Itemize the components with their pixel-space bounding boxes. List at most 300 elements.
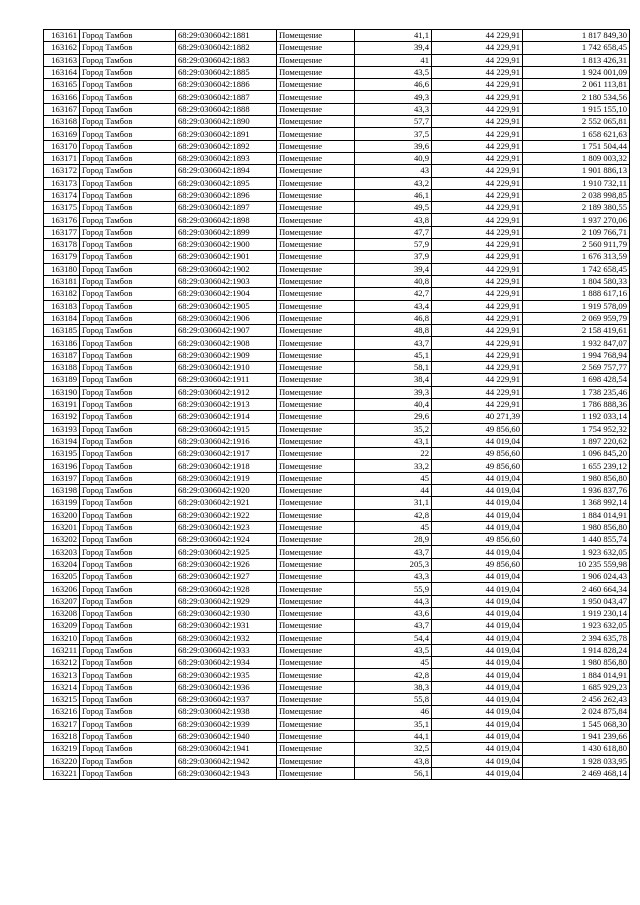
row-number-cell: 163190 bbox=[44, 386, 80, 398]
cadastral-value-cell: 1 096 845,20 bbox=[523, 448, 630, 460]
row-number-cell: 163175 bbox=[44, 202, 80, 214]
row-number-cell: 163184 bbox=[44, 312, 80, 324]
area-cell: 45,1 bbox=[355, 349, 432, 361]
cadastral-value-cell: 2 569 757,77 bbox=[523, 362, 630, 374]
city-cell: Город Тамбов bbox=[80, 116, 176, 128]
city-cell: Город Тамбов bbox=[80, 657, 176, 669]
table-row bbox=[44, 251, 630, 263]
unit-value-cell: 44 019,04 bbox=[432, 595, 523, 607]
city-cell: Город Тамбов bbox=[80, 583, 176, 595]
object-type-cell: Помещение bbox=[277, 189, 355, 201]
city-cell: Город Тамбов bbox=[80, 694, 176, 706]
city-cell: Город Тамбов bbox=[80, 558, 176, 570]
unit-value-cell: 44 229,91 bbox=[432, 239, 523, 251]
cadastral-value-cell: 1 884 014,91 bbox=[523, 509, 630, 521]
row-number-cell: 163169 bbox=[44, 128, 80, 140]
cadastral-number-cell: 68:29:0306042:1929 bbox=[176, 595, 277, 607]
row-number-cell: 163211 bbox=[44, 644, 80, 656]
table-row bbox=[44, 558, 630, 570]
row-number-cell: 163217 bbox=[44, 718, 80, 730]
row-number-cell: 163177 bbox=[44, 226, 80, 238]
row-number-cell: 163174 bbox=[44, 189, 80, 201]
city-cell: Город Тамбов bbox=[80, 349, 176, 361]
cadastral-number-cell: 68:29:0306042:1915 bbox=[176, 423, 277, 435]
cadastral-value-cell: 1 919 230,14 bbox=[523, 607, 630, 619]
row-number-cell: 163218 bbox=[44, 730, 80, 742]
cadastral-number-cell: 68:29:0306042:1937 bbox=[176, 694, 277, 706]
area-cell: 49,3 bbox=[355, 91, 432, 103]
cadastral-value-cell: 1 813 426,31 bbox=[523, 54, 630, 66]
cadastral-value-cell: 1 928 033,95 bbox=[523, 755, 630, 767]
city-cell: Город Тамбов bbox=[80, 214, 176, 226]
cadastral-value-cell: 1 980 856,80 bbox=[523, 657, 630, 669]
unit-value-cell: 44 229,91 bbox=[432, 79, 523, 91]
row-number-cell: 163214 bbox=[44, 681, 80, 693]
object-type-cell: Помещение bbox=[277, 632, 355, 644]
city-cell: Город Тамбов bbox=[80, 202, 176, 214]
table-row bbox=[44, 595, 630, 607]
table-row bbox=[44, 730, 630, 742]
object-type-cell: Помещение bbox=[277, 54, 355, 66]
unit-value-cell: 44 019,04 bbox=[432, 607, 523, 619]
city-cell: Город Тамбов bbox=[80, 743, 176, 755]
row-number-cell: 163170 bbox=[44, 140, 80, 152]
object-type-cell: Помещение bbox=[277, 42, 355, 54]
table-row bbox=[44, 767, 630, 779]
table-row bbox=[44, 374, 630, 386]
table-row bbox=[44, 325, 630, 337]
object-type-cell: Помещение bbox=[277, 398, 355, 410]
cadastral-value-cell: 2 024 875,84 bbox=[523, 706, 630, 718]
table-row bbox=[44, 288, 630, 300]
city-cell: Город Тамбов bbox=[80, 706, 176, 718]
area-cell: 57,7 bbox=[355, 116, 432, 128]
table-row bbox=[44, 275, 630, 287]
city-cell: Город Тамбов bbox=[80, 152, 176, 164]
table-row bbox=[44, 448, 630, 460]
row-number-cell: 163179 bbox=[44, 251, 80, 263]
area-cell: 46 bbox=[355, 706, 432, 718]
object-type-cell: Помещение bbox=[277, 730, 355, 742]
object-type-cell: Помещение bbox=[277, 521, 355, 533]
table-row bbox=[44, 202, 630, 214]
object-type-cell: Помещение bbox=[277, 694, 355, 706]
cadastral-value-cell: 2 069 959,79 bbox=[523, 312, 630, 324]
city-cell: Город Тамбов bbox=[80, 620, 176, 632]
object-type-cell: Помещение bbox=[277, 66, 355, 78]
row-number-cell: 163165 bbox=[44, 79, 80, 91]
cadastral-number-cell: 68:29:0306042:1910 bbox=[176, 362, 277, 374]
table-row bbox=[44, 669, 630, 681]
area-cell: 43,8 bbox=[355, 755, 432, 767]
table-row bbox=[44, 189, 630, 201]
cadastral-number-cell: 68:29:0306042:1891 bbox=[176, 128, 277, 140]
cadastral-value-cell: 2 560 911,79 bbox=[523, 239, 630, 251]
object-type-cell: Помещение bbox=[277, 288, 355, 300]
unit-value-cell: 44 019,04 bbox=[432, 435, 523, 447]
table-row bbox=[44, 460, 630, 472]
unit-value-cell: 44 229,91 bbox=[432, 349, 523, 361]
cadastral-number-cell: 68:29:0306042:1890 bbox=[176, 116, 277, 128]
cadastral-number-cell: 68:29:0306042:1908 bbox=[176, 337, 277, 349]
table-row bbox=[44, 521, 630, 533]
city-cell: Город Тамбов bbox=[80, 755, 176, 767]
unit-value-cell: 44 229,91 bbox=[432, 54, 523, 66]
table-row bbox=[44, 607, 630, 619]
cadastral-number-cell: 68:29:0306042:1926 bbox=[176, 558, 277, 570]
object-type-cell: Помещение bbox=[277, 325, 355, 337]
city-cell: Город Тамбов bbox=[80, 79, 176, 91]
cadastral-number-cell: 68:29:0306042:1918 bbox=[176, 460, 277, 472]
row-number-cell: 163200 bbox=[44, 509, 80, 521]
cadastral-number-cell: 68:29:0306042:1942 bbox=[176, 755, 277, 767]
cadastral-value-cell: 1 658 621,63 bbox=[523, 128, 630, 140]
area-cell: 38,4 bbox=[355, 374, 432, 386]
cadastral-value-cell: 2 158 419,61 bbox=[523, 325, 630, 337]
area-cell: 43,3 bbox=[355, 571, 432, 583]
unit-value-cell: 44 019,04 bbox=[432, 571, 523, 583]
row-number-cell: 163186 bbox=[44, 337, 80, 349]
city-cell: Город Тамбов bbox=[80, 669, 176, 681]
table-row bbox=[44, 116, 630, 128]
row-number-cell: 163166 bbox=[44, 91, 80, 103]
cadastral-number-cell: 68:29:0306042:1928 bbox=[176, 583, 277, 595]
cadastral-number-cell: 68:29:0306042:1912 bbox=[176, 386, 277, 398]
object-type-cell: Помещение bbox=[277, 165, 355, 177]
city-cell: Город Тамбов bbox=[80, 140, 176, 152]
cadastral-value-cell: 1 430 618,80 bbox=[523, 743, 630, 755]
row-number-cell: 163168 bbox=[44, 116, 80, 128]
area-cell: 44 bbox=[355, 484, 432, 496]
area-cell: 44,3 bbox=[355, 595, 432, 607]
row-number-cell: 163181 bbox=[44, 275, 80, 287]
unit-value-cell: 44 019,04 bbox=[432, 583, 523, 595]
row-number-cell: 163203 bbox=[44, 546, 80, 558]
cadastral-value-cell: 1 919 578,09 bbox=[523, 300, 630, 312]
area-cell: 43,4 bbox=[355, 300, 432, 312]
cadastral-number-cell: 68:29:0306042:1940 bbox=[176, 730, 277, 742]
cadastral-value-cell: 1 655 239,12 bbox=[523, 460, 630, 472]
cadastral-value-cell: 1 915 155,10 bbox=[523, 103, 630, 115]
cadastral-value-cell: 1 980 856,80 bbox=[523, 472, 630, 484]
area-cell: 32,5 bbox=[355, 743, 432, 755]
object-type-cell: Помещение bbox=[277, 755, 355, 767]
table-row bbox=[44, 657, 630, 669]
area-cell: 35,2 bbox=[355, 423, 432, 435]
cadastral-value-cell: 1 994 768,94 bbox=[523, 349, 630, 361]
city-cell: Город Тамбов bbox=[80, 718, 176, 730]
cadastral-value-cell: 2 460 664,34 bbox=[523, 583, 630, 595]
area-cell: 43,6 bbox=[355, 607, 432, 619]
city-cell: Город Тамбов bbox=[80, 128, 176, 140]
city-cell: Город Тамбов bbox=[80, 263, 176, 275]
table-row bbox=[44, 509, 630, 521]
object-type-cell: Помещение bbox=[277, 718, 355, 730]
table-row bbox=[44, 177, 630, 189]
city-cell: Город Тамбов bbox=[80, 30, 176, 42]
city-cell: Город Тамбов bbox=[80, 681, 176, 693]
row-number-cell: 163192 bbox=[44, 411, 80, 423]
cadastral-number-cell: 68:29:0306042:1932 bbox=[176, 632, 277, 644]
object-type-cell: Помещение bbox=[277, 30, 355, 42]
table-row bbox=[44, 718, 630, 730]
table-row bbox=[44, 152, 630, 164]
area-cell: 45 bbox=[355, 521, 432, 533]
area-cell: 22 bbox=[355, 448, 432, 460]
cadastral-number-cell: 68:29:0306042:1895 bbox=[176, 177, 277, 189]
area-cell: 55,8 bbox=[355, 694, 432, 706]
area-cell: 55,9 bbox=[355, 583, 432, 595]
city-cell: Город Тамбов bbox=[80, 177, 176, 189]
cadastral-value-cell: 2 109 766,71 bbox=[523, 226, 630, 238]
city-cell: Город Тамбов bbox=[80, 275, 176, 287]
cadastral-value-cell: 2 469 468,14 bbox=[523, 767, 630, 779]
cadastral-value-cell: 1 906 024,43 bbox=[523, 571, 630, 583]
area-cell: 37,9 bbox=[355, 251, 432, 263]
area-cell: 37,5 bbox=[355, 128, 432, 140]
city-cell: Город Тамбов bbox=[80, 312, 176, 324]
cadastral-number-cell: 68:29:0306042:1905 bbox=[176, 300, 277, 312]
table-row bbox=[44, 362, 630, 374]
city-cell: Город Тамбов bbox=[80, 337, 176, 349]
unit-value-cell: 44 019,04 bbox=[432, 694, 523, 706]
cadastral-value-cell: 1 910 732,11 bbox=[523, 177, 630, 189]
city-cell: Город Тамбов bbox=[80, 91, 176, 103]
city-cell: Город Тамбов bbox=[80, 595, 176, 607]
table-row bbox=[44, 571, 630, 583]
unit-value-cell: 44 229,91 bbox=[432, 300, 523, 312]
city-cell: Город Тамбов bbox=[80, 644, 176, 656]
city-cell: Город Тамбов bbox=[80, 546, 176, 558]
unit-value-cell: 44 229,91 bbox=[432, 251, 523, 263]
city-cell: Город Тамбов bbox=[80, 386, 176, 398]
cadastral-number-cell: 68:29:0306042:1882 bbox=[176, 42, 277, 54]
cadastral-value-cell: 1 738 235,46 bbox=[523, 386, 630, 398]
object-type-cell: Помещение bbox=[277, 669, 355, 681]
table-row bbox=[44, 435, 630, 447]
cadastral-number-cell: 68:29:0306042:1916 bbox=[176, 435, 277, 447]
unit-value-cell: 40 271,39 bbox=[432, 411, 523, 423]
city-cell: Город Тамбов bbox=[80, 448, 176, 460]
table-row bbox=[44, 398, 630, 410]
table-row bbox=[44, 743, 630, 755]
city-cell: Город Тамбов bbox=[80, 460, 176, 472]
unit-value-cell: 44 229,91 bbox=[432, 116, 523, 128]
city-cell: Город Тамбов bbox=[80, 571, 176, 583]
table-row bbox=[44, 300, 630, 312]
table-row bbox=[44, 103, 630, 115]
cadastral-number-cell: 68:29:0306042:1924 bbox=[176, 534, 277, 546]
object-type-cell: Помещение bbox=[277, 152, 355, 164]
row-number-cell: 163215 bbox=[44, 694, 80, 706]
cadastral-value-cell: 1 936 837,76 bbox=[523, 484, 630, 496]
cadastral-number-cell: 68:29:0306042:1938 bbox=[176, 706, 277, 718]
unit-value-cell: 44 019,04 bbox=[432, 509, 523, 521]
unit-value-cell: 44 229,91 bbox=[432, 275, 523, 287]
table-row bbox=[44, 632, 630, 644]
city-cell: Город Тамбов bbox=[80, 607, 176, 619]
object-type-cell: Помещение bbox=[277, 300, 355, 312]
object-type-cell: Помещение bbox=[277, 79, 355, 91]
unit-value-cell: 49 856,60 bbox=[432, 423, 523, 435]
table-row bbox=[44, 226, 630, 238]
unit-value-cell: 49 856,60 bbox=[432, 460, 523, 472]
area-cell: 45 bbox=[355, 472, 432, 484]
city-cell: Город Тамбов bbox=[80, 497, 176, 509]
row-number-cell: 163188 bbox=[44, 362, 80, 374]
cadastral-value-cell: 1 192 033,14 bbox=[523, 411, 630, 423]
cadastral-value-cell: 1 884 014,91 bbox=[523, 669, 630, 681]
unit-value-cell: 44 019,04 bbox=[432, 718, 523, 730]
city-cell: Город Тамбов bbox=[80, 300, 176, 312]
area-cell: 42,8 bbox=[355, 669, 432, 681]
city-cell: Город Тамбов bbox=[80, 534, 176, 546]
row-number-cell: 163176 bbox=[44, 214, 80, 226]
row-number-cell: 163196 bbox=[44, 460, 80, 472]
row-number-cell: 163183 bbox=[44, 300, 80, 312]
row-number-cell: 163210 bbox=[44, 632, 80, 644]
city-cell: Город Тамбов bbox=[80, 398, 176, 410]
cadastral-value-cell: 1 786 888,36 bbox=[523, 398, 630, 410]
area-cell: 47,7 bbox=[355, 226, 432, 238]
row-number-cell: 163161 bbox=[44, 30, 80, 42]
object-type-cell: Помещение bbox=[277, 275, 355, 287]
area-cell: 49,5 bbox=[355, 202, 432, 214]
object-type-cell: Помещение bbox=[277, 644, 355, 656]
area-cell: 43,1 bbox=[355, 435, 432, 447]
object-type-cell: Помещение bbox=[277, 128, 355, 140]
unit-value-cell: 44 229,91 bbox=[432, 374, 523, 386]
unit-value-cell: 44 229,91 bbox=[432, 398, 523, 410]
row-number-cell: 163199 bbox=[44, 497, 80, 509]
unit-value-cell: 44 229,91 bbox=[432, 362, 523, 374]
row-number-cell: 163167 bbox=[44, 103, 80, 115]
cadastral-number-cell: 68:29:0306042:1913 bbox=[176, 398, 277, 410]
unit-value-cell: 49 856,60 bbox=[432, 534, 523, 546]
object-type-cell: Помещение bbox=[277, 312, 355, 324]
unit-value-cell: 44 019,04 bbox=[432, 644, 523, 656]
cadastral-value-cell: 1 950 043,47 bbox=[523, 595, 630, 607]
cadastral-number-cell: 68:29:0306042:1907 bbox=[176, 325, 277, 337]
city-cell: Город Тамбов bbox=[80, 54, 176, 66]
row-number-cell: 163185 bbox=[44, 325, 80, 337]
unit-value-cell: 44 229,91 bbox=[432, 214, 523, 226]
table-row bbox=[44, 497, 630, 509]
area-cell: 38,3 bbox=[355, 681, 432, 693]
object-type-cell: Помещение bbox=[277, 509, 355, 521]
area-cell: 42,7 bbox=[355, 288, 432, 300]
row-number-cell: 163195 bbox=[44, 448, 80, 460]
table-row bbox=[44, 484, 630, 496]
row-number-cell: 163162 bbox=[44, 42, 80, 54]
row-number-cell: 163204 bbox=[44, 558, 80, 570]
area-cell: 39,4 bbox=[355, 263, 432, 275]
cadastral-number-cell: 68:29:0306042:1898 bbox=[176, 214, 277, 226]
row-number-cell: 163208 bbox=[44, 607, 80, 619]
unit-value-cell: 49 856,60 bbox=[432, 558, 523, 570]
area-cell: 43,8 bbox=[355, 214, 432, 226]
object-type-cell: Помещение bbox=[277, 411, 355, 423]
area-cell: 46,6 bbox=[355, 79, 432, 91]
unit-value-cell: 44 019,04 bbox=[432, 620, 523, 632]
cadastral-number-cell: 68:29:0306042:1894 bbox=[176, 165, 277, 177]
cadastral-number-cell: 68:29:0306042:1892 bbox=[176, 140, 277, 152]
cadastral-number-cell: 68:29:0306042:1923 bbox=[176, 521, 277, 533]
object-type-cell: Помещение bbox=[277, 583, 355, 595]
object-type-cell: Помещение bbox=[277, 374, 355, 386]
cadastral-value-cell: 1 809 003,32 bbox=[523, 152, 630, 164]
object-type-cell: Помещение bbox=[277, 448, 355, 460]
cadastral-number-cell: 68:29:0306042:1935 bbox=[176, 669, 277, 681]
city-cell: Город Тамбов bbox=[80, 251, 176, 263]
object-type-cell: Помещение bbox=[277, 177, 355, 189]
unit-value-cell: 44 229,91 bbox=[432, 226, 523, 238]
unit-value-cell: 44 019,04 bbox=[432, 730, 523, 742]
area-cell: 56,1 bbox=[355, 767, 432, 779]
table-row bbox=[44, 263, 630, 275]
area-cell: 43,3 bbox=[355, 103, 432, 115]
cadastral-value-cell: 1 901 886,13 bbox=[523, 165, 630, 177]
table-row bbox=[44, 681, 630, 693]
unit-value-cell: 44 229,91 bbox=[432, 66, 523, 78]
cadastral-number-cell: 68:29:0306042:1896 bbox=[176, 189, 277, 201]
cadastral-value-cell: 1 923 632,05 bbox=[523, 620, 630, 632]
cadastral-value-cell: 1 897 220,62 bbox=[523, 435, 630, 447]
cadastral-number-cell: 68:29:0306042:1941 bbox=[176, 743, 277, 755]
cadastral-number-cell: 68:29:0306042:1893 bbox=[176, 152, 277, 164]
city-cell: Город Тамбов bbox=[80, 374, 176, 386]
area-cell: 46,1 bbox=[355, 189, 432, 201]
unit-value-cell: 44 019,04 bbox=[432, 669, 523, 681]
city-cell: Город Тамбов bbox=[80, 66, 176, 78]
city-cell: Город Тамбов bbox=[80, 472, 176, 484]
row-number-cell: 163205 bbox=[44, 571, 80, 583]
cadastral-value-table bbox=[43, 29, 630, 780]
cadastral-number-cell: 68:29:0306042:1922 bbox=[176, 509, 277, 521]
city-cell: Город Тамбов bbox=[80, 484, 176, 496]
object-type-cell: Помещение bbox=[277, 743, 355, 755]
table-row bbox=[44, 423, 630, 435]
area-cell: 28,9 bbox=[355, 534, 432, 546]
unit-value-cell: 44 229,91 bbox=[432, 263, 523, 275]
object-type-cell: Помещение bbox=[277, 202, 355, 214]
cadastral-value-cell: 1 924 001,09 bbox=[523, 66, 630, 78]
cadastral-value-cell: 1 368 992,14 bbox=[523, 497, 630, 509]
area-cell: 58,1 bbox=[355, 362, 432, 374]
row-number-cell: 163171 bbox=[44, 152, 80, 164]
object-type-cell: Помещение bbox=[277, 497, 355, 509]
unit-value-cell: 44 229,91 bbox=[432, 91, 523, 103]
table-row bbox=[44, 337, 630, 349]
area-cell: 43,5 bbox=[355, 644, 432, 656]
cadastral-value-cell: 1 980 856,80 bbox=[523, 521, 630, 533]
cadastral-value-cell: 1 754 952,32 bbox=[523, 423, 630, 435]
cadastral-value-cell: 1 698 428,54 bbox=[523, 374, 630, 386]
object-type-cell: Помещение bbox=[277, 349, 355, 361]
cadastral-value-cell: 2 456 262,43 bbox=[523, 694, 630, 706]
object-type-cell: Помещение bbox=[277, 226, 355, 238]
cadastral-number-cell: 68:29:0306042:1936 bbox=[176, 681, 277, 693]
object-type-cell: Помещение bbox=[277, 460, 355, 472]
row-number-cell: 163212 bbox=[44, 657, 80, 669]
row-number-cell: 163216 bbox=[44, 706, 80, 718]
city-cell: Город Тамбов bbox=[80, 189, 176, 201]
cadastral-number-cell: 68:29:0306042:1920 bbox=[176, 484, 277, 496]
area-cell: 57,9 bbox=[355, 239, 432, 251]
unit-value-cell: 44 019,04 bbox=[432, 755, 523, 767]
unit-value-cell: 44 229,91 bbox=[432, 140, 523, 152]
row-number-cell: 163220 bbox=[44, 755, 80, 767]
